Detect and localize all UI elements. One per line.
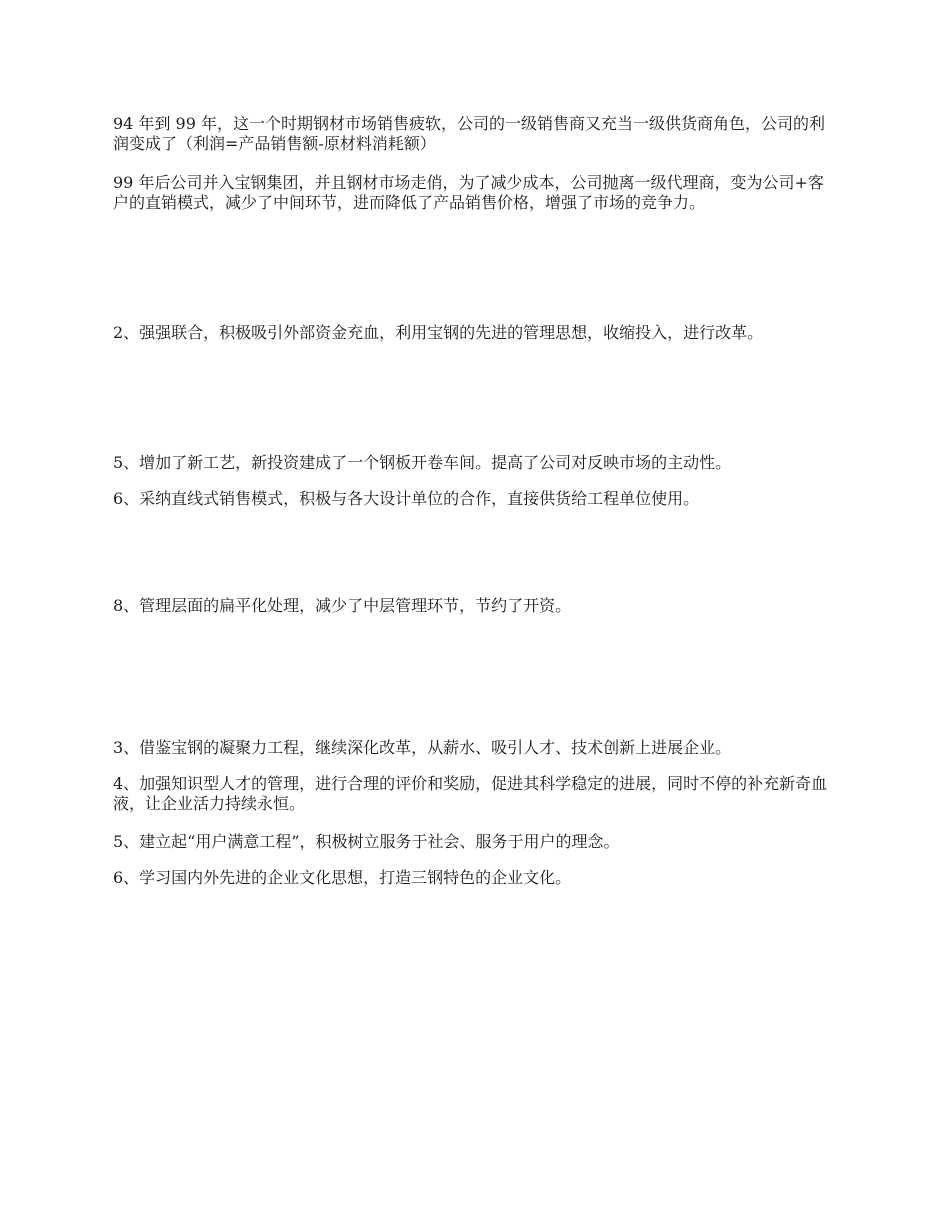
paragraph-item-6-corporate-culture: 6、学习国内外先进的企业文化思想，打造三钢特色的企业文化。 xyxy=(113,868,572,887)
paragraph-baosteel-merger: 99 年后公司并入宝钢集团，并且钢材市场走俏，为了减少成本，公司抛离一级代理商，变为公司+客户的直销模式，减少了中间环节，进而降低了产品销售价格，增强了市场的竞争力。 xyxy=(113,173,824,212)
paragraph-item-4-talent: 4、加强知识型人才的管理，进行合理的评价和奖励，促进其科学稳定的进展，同时不停的补充新奇血液，让企业活力持续永恒。 xyxy=(113,774,828,813)
paragraph-item-6-direct-sales: 6、采纳直线式销售模式，积极与各大设计单位的合作，直接供货给工程单位使用。 xyxy=(113,489,700,508)
paragraph-item-3-cohesion: 3、借鉴宝钢的凝聚力工程，继续深化改革，从薪水、吸引人才、技术创新上进展企业。 xyxy=(113,738,732,757)
paragraph-item-5-user-satisfaction: 5、建立起“用户满意工程”，积极树立服务于社会、服务于用户的理念。 xyxy=(113,832,620,851)
paragraph-item-5-new-process: 5、增加了新工艺，新投资建成了一个钢板开卷车间。提高了公司对反映市场的主动性。 xyxy=(113,453,732,472)
paragraph-sales-period-94-99: 94 年到 99 年，这一个时期钢材市场销售疲软，公司的一级销售商又充当一级供货商角色，公司的利润变成了（利润=产品销售额-原材料消耗额） xyxy=(113,114,825,153)
paragraph-item-8-flat-management: 8、管理层面的扁平化处理，减少了中层管理环节，节约了开资。 xyxy=(113,596,572,615)
paragraph-item-2-alliance: 2、强强联合，积极吸引外部资金充血，利用宝钢的先进的管理思想，收缩投入，进行改革。 xyxy=(113,323,764,342)
